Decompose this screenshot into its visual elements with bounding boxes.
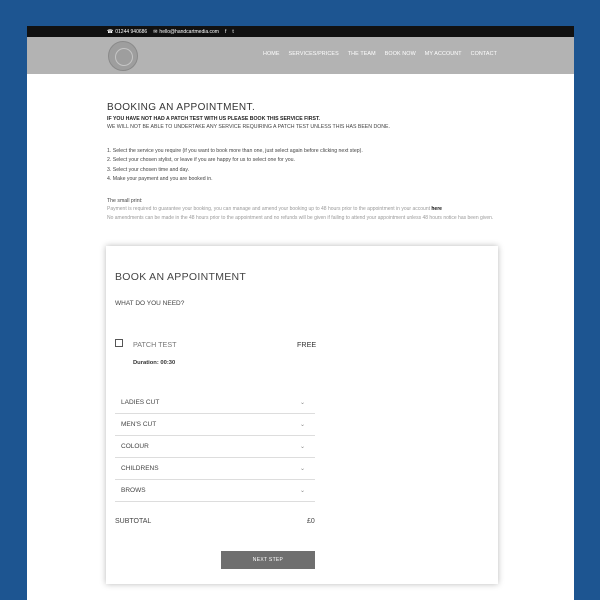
chevron-down-icon: ⌄ bbox=[299, 400, 305, 406]
top-bar bbox=[27, 26, 574, 37]
service-category-list bbox=[115, 392, 315, 502]
small-print-payment: Payment is required to guarantee your booking, you can manage and amend your booking up to 48 hours prior to the appointment in your account bbox=[107, 206, 432, 213]
category-label: LADIES CUT bbox=[121, 399, 160, 406]
nav-home[interactable]: HOME bbox=[262, 51, 280, 57]
patch-test-checkbox[interactable] bbox=[115, 339, 123, 347]
nav-services-prices[interactable]: SERVICES/PRICES bbox=[288, 51, 339, 57]
category-label: MEN'S CUT bbox=[121, 421, 157, 428]
chevron-down-icon: ⌄ bbox=[299, 488, 305, 494]
small-print-amendments: No amendments can be made in the 48 hours prior to the appointment and no refunds will be given if failing to attend your appointment unless 48 hours notice has been given. bbox=[107, 214, 494, 221]
step-item: 2. Select your chosen stylist, or leave if you are happy for us to select one for you. bbox=[107, 157, 296, 164]
nav-book-now[interactable]: BOOK NOW bbox=[384, 51, 416, 57]
chevron-down-icon: ⌄ bbox=[299, 466, 305, 472]
category-label: CHILDRENS bbox=[121, 465, 159, 472]
step-item: 1. Select the service you require (if you want to book more than one, just select again before clicking next step). bbox=[107, 148, 363, 154]
category-brows[interactable] bbox=[115, 480, 315, 502]
category-label: BROWS bbox=[121, 487, 146, 494]
booking-card bbox=[106, 246, 498, 584]
phone-number: 01244 940686 bbox=[115, 28, 148, 35]
booking-steps bbox=[107, 147, 497, 184]
chevron-down-icon: ⌄ bbox=[299, 422, 305, 428]
phone-contact[interactable] bbox=[107, 29, 147, 35]
category-childrens[interactable] bbox=[115, 458, 315, 480]
nav-contact[interactable]: CONTACT bbox=[470, 51, 497, 57]
small-print-title: The small print: bbox=[107, 198, 143, 205]
step-item: 4. Make your payment and you are booked in. bbox=[107, 175, 213, 182]
step-item: 3. Select your chosen time and day. bbox=[107, 166, 190, 173]
category-mens-cut[interactable] bbox=[115, 414, 315, 436]
category-ladies-cut[interactable] bbox=[115, 392, 315, 414]
twitter-icon[interactable]: t bbox=[232, 28, 234, 35]
account-link[interactable]: here bbox=[431, 206, 442, 213]
facebook-icon[interactable]: f bbox=[224, 28, 227, 35]
envelope-icon: ✉ bbox=[153, 28, 158, 35]
page-content bbox=[107, 102, 497, 223]
next-step-button[interactable]: NEXT STEP bbox=[221, 551, 315, 569]
category-label: COLOUR bbox=[121, 443, 149, 450]
main-nav bbox=[263, 51, 497, 57]
chevron-down-icon: ⌄ bbox=[299, 444, 305, 450]
small-print-text bbox=[107, 205, 502, 223]
patch-test-price: FREE bbox=[297, 340, 317, 349]
booking-title: BOOK AN APPOINTMENT bbox=[115, 271, 247, 283]
subtotal-value: £0 bbox=[307, 518, 315, 525]
patch-test-warning: IF YOU HAVE NOT HAD A PATCH TEST WITH US PLEASE BOOK THIS SERVICE FIRST. bbox=[107, 116, 320, 122]
browser-page bbox=[27, 26, 574, 600]
subtotal-label: SUBTOTAL bbox=[115, 518, 152, 525]
email-contact[interactable] bbox=[153, 29, 219, 35]
site-logo[interactable] bbox=[108, 41, 138, 71]
nav-my-account[interactable]: MY ACCOUNT bbox=[424, 51, 462, 57]
page-title: BOOKING AN APPOINTMENT. bbox=[107, 102, 256, 113]
phone-icon: ☎ bbox=[107, 28, 114, 35]
patch-test-duration: Duration: 00:30 bbox=[133, 360, 176, 366]
patch-test-note: WE WILL NOT BE ABLE TO UNDERTAKE ANY SERVICE REQUIRING A PATCH TEST UNLESS THIS HAS BEEN DONE. bbox=[107, 124, 390, 130]
nav-the-team[interactable]: THE TEAM bbox=[347, 51, 376, 57]
site-header bbox=[27, 37, 574, 74]
booking-subtitle: WHAT DO YOU NEED? bbox=[115, 300, 185, 307]
category-colour[interactable] bbox=[115, 436, 315, 458]
email-address: hello@handcartmedia.com bbox=[159, 28, 219, 35]
patch-test-label[interactable]: PATCH TEST bbox=[133, 340, 177, 349]
